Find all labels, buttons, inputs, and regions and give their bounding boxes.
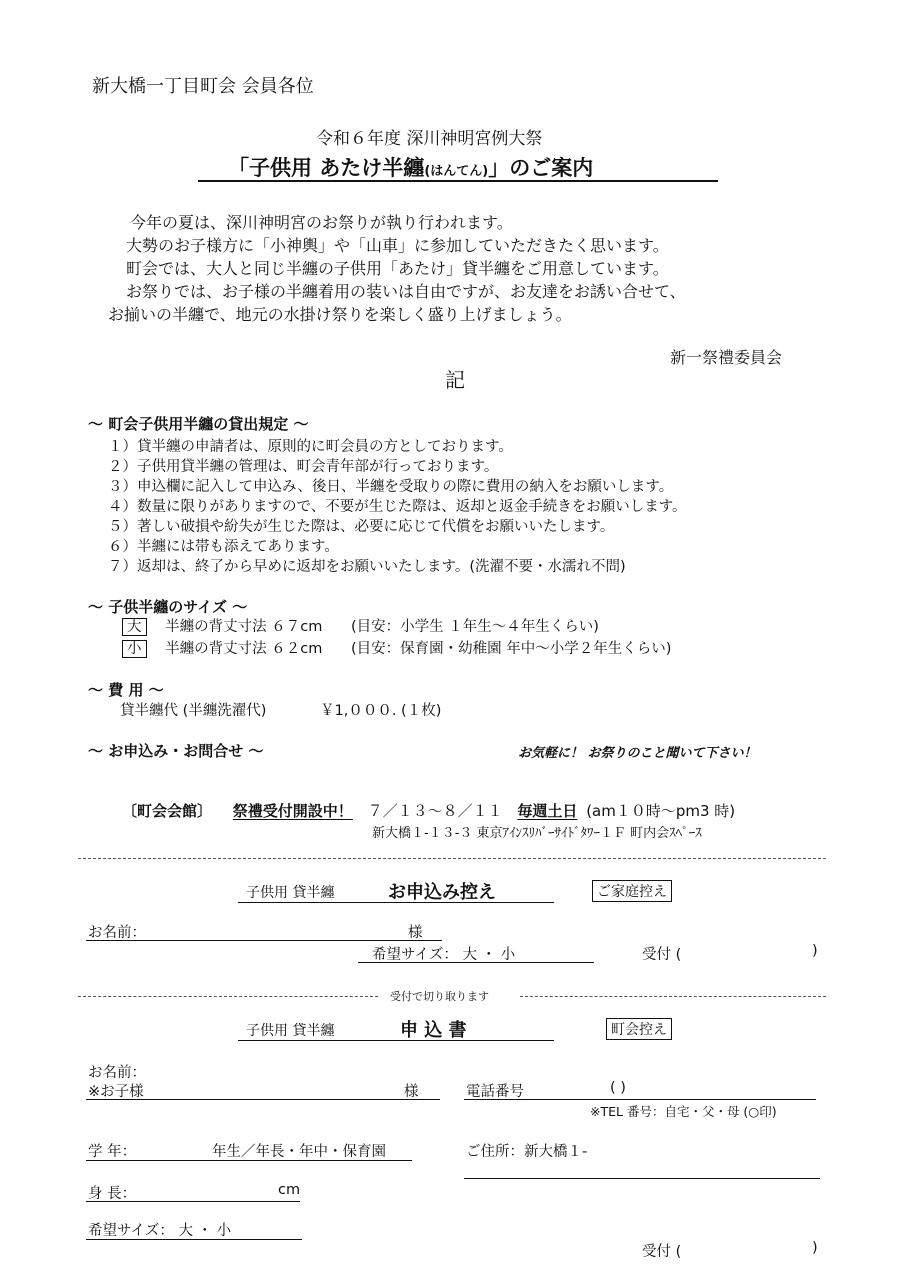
stub-prefix: 子供用 貸半纏 [246, 885, 335, 901]
cut-line-left [78, 996, 378, 997]
form-address-label: ご住所：新大橋１- [466, 1144, 588, 1160]
committee: 新一祭禮委員会 [670, 348, 783, 367]
size-row-small [122, 637, 671, 658]
title-main: 「子供用 あたけ半纏 [228, 156, 425, 180]
stub-sama: 様 [408, 925, 423, 941]
form-grade-label: 学 年： [88, 1144, 137, 1160]
contact-dates: ７／１３～８／１１ [367, 802, 503, 820]
title-reading: (はんてん) [424, 164, 489, 179]
form-name-line[interactable] [86, 1099, 440, 1100]
title-end: 」のご案内 [488, 156, 594, 180]
form-sama: 様 [404, 1084, 419, 1100]
form-grade-options: 年生／年長・年中・保育園 [212, 1144, 386, 1160]
size-desc: 半纏の背丈寸法 ６７cm [165, 619, 323, 635]
size-guide: (目安：保育園・幼稚園 年中～小学２年生くらい) [350, 641, 672, 657]
size-desc: 半纏の背丈寸法 ６２cm [165, 641, 323, 657]
cut-label: 受付で切り取ります [390, 990, 489, 1003]
rule-item: ３）申込欄に記入して申込み、後日、半纏を受取りの際に費用の納入をお願いします。 [108, 479, 674, 495]
intro-line: 大勢のお子様方に「小神輿」や「山車」に参加していただきたく思います。 [126, 236, 669, 255]
title-underline [198, 180, 718, 182]
sizes-heading: ～ 子供半纏のサイズ ～ [88, 598, 248, 616]
stub-name-label: お名前： [88, 925, 146, 941]
stub-receipt: 受付 ( [642, 947, 682, 963]
stub-title: お申込み控え [388, 882, 496, 903]
form-height-line[interactable] [86, 1201, 300, 1202]
cost-heading: ～ 費 用 ～ [88, 681, 164, 699]
size-guide: (目安：小学生 １年生～４年生くらい) [350, 619, 599, 635]
rule-item: ６）半纏には帯も添えてあります。 [108, 539, 339, 555]
ki-heading: 記 [445, 368, 465, 392]
form-prefix: 子供用 貸半纏 [246, 1023, 335, 1039]
form-receipt: 受付 ( [642, 1244, 682, 1260]
size-row-large [122, 615, 599, 636]
contact-days: 毎週土日 [517, 802, 578, 820]
cost-label: 貸半纏代 (半纏洗濯代) [120, 703, 267, 719]
stub-size: 希望サイズ： 大 ・ 小 [372, 947, 516, 963]
form-grade-line[interactable] [86, 1160, 412, 1161]
contact-place: 〔町会会館〕 [122, 802, 213, 820]
cost-value: ￥1,０００. (１枚) [320, 703, 442, 719]
form-address-line[interactable] [464, 1178, 820, 1179]
form-title: 申 込 書 [400, 1020, 467, 1041]
form-tel-note: ※TEL 番号：自宅・父・母 (○印) [590, 1104, 777, 1119]
event-line: 令和６年度 深川神明宮例大祭 [316, 129, 543, 149]
form-height-unit: cm [278, 1182, 301, 1198]
form-phone-label: 電話番号 [466, 1084, 524, 1100]
rule-item: １）貸半纏の申請者は、原則的に町会員の方としております。 [108, 439, 513, 455]
intro-line: 町会では、大人と同じ半纏の子供用「あたけ」貸半纏をご用意しています。 [126, 259, 669, 278]
form-phone-paren: ( ) [610, 1080, 626, 1096]
form-name-label: お名前： [88, 1065, 146, 1081]
form-title-underline [238, 1040, 554, 1041]
contact-hours: (am１０時～pm3 時) [586, 802, 736, 820]
rule-item: ２）子供用貸半纏の管理は、町会青年部が行っております。 [108, 459, 499, 475]
size-label-small: 小 [122, 640, 147, 658]
form-child-label: ※お子様 [88, 1084, 144, 1100]
contact-address: 新大橋１-１３-３ 東京ｱｲﾝｽﾘﾊﾞｰｻｲﾄﾞﾀﾜｰ１Ｆ 町内会ｽﾍﾟｰｽ [372, 826, 702, 841]
page-title [228, 152, 593, 182]
form-size-label: 希望サイズ： 大 ・ 小 [88, 1223, 232, 1239]
form-size-line[interactable] [86, 1239, 302, 1240]
contact-open: 祭禮受付開設中！ [232, 802, 353, 820]
contact-heading: ～ お申込み・お問合せ ～ [88, 742, 264, 760]
rule-item: ５）著しい破損や紛失が生じた際は、必要に応じて代償をお願いいたします。 [108, 519, 615, 535]
divider-dashed [78, 858, 826, 859]
rules-heading: ～ 町会子供用半纏の貸出規定 ～ [88, 415, 309, 433]
rule-item: ７）返却は、終了から早めに返却をお願いいたします。(洗濯不要・水濡れ不問) [108, 559, 626, 575]
size-label-large: 大 [122, 618, 147, 636]
contact-line [122, 800, 735, 821]
addressee: 新大橋一丁目町会 会員各位 [92, 76, 314, 97]
stub-size-line [358, 962, 594, 963]
intro-line: お揃いの半纏で、地元の水掛け祭りを楽しく盛り上げましょう。 [108, 305, 572, 324]
contact-slogan: お気軽に！ お祭りのこと聞いて下さい！ [518, 746, 757, 761]
form-receipt-close: ) [812, 1240, 818, 1256]
stub-receipt-close: ) [812, 943, 818, 959]
stub-badge: ご家庭控え [592, 880, 672, 902]
intro-line: 今年の夏は、深川神明宮のお祭りが執り行われます。 [130, 213, 513, 232]
form-phone-line[interactable] [464, 1099, 816, 1100]
stub-title-underline [238, 902, 554, 903]
cut-line-right [520, 996, 826, 997]
form-badge: 町会控え [606, 1018, 672, 1040]
intro-line: お祭りでは、お子様の半纏着用の装いは自由ですが、お友達をお誘い合せて、 [126, 282, 686, 301]
stub-name-line [86, 940, 442, 941]
rule-item: ４）数量に限りがありますので、不要が生じた際は、返却と返金手続きをお願いします。 [108, 499, 687, 515]
form-height-label: 身 長： [88, 1186, 137, 1202]
